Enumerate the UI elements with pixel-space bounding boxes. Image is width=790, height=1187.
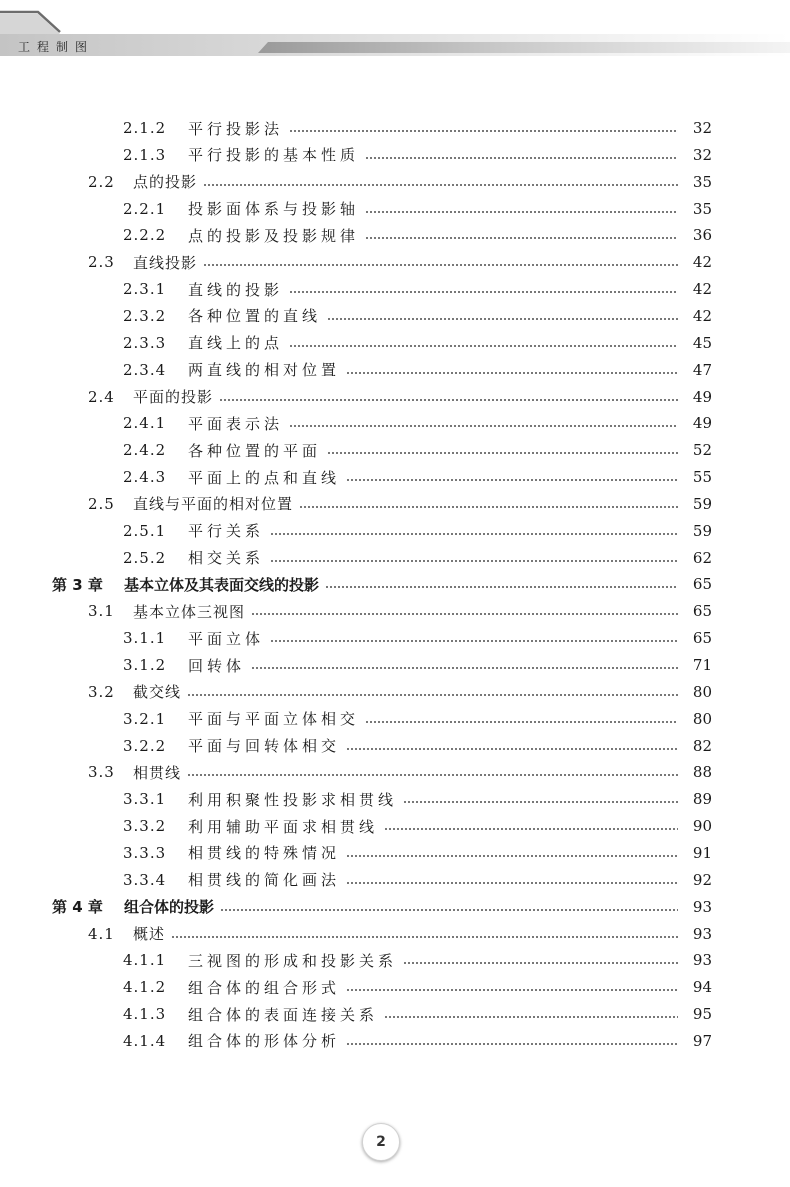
toc-entry-title: 相贯线的特殊情况: [188, 844, 341, 863]
page-header: [0, 0, 790, 70]
toc-entry: [0, 598, 790, 624]
dot-leader: [365, 211, 678, 213]
dot-leader: [403, 962, 678, 964]
toc-entry-number: 3.2.2: [123, 736, 167, 755]
toc-entry: [0, 518, 790, 544]
toc-entry-title: 概述: [133, 925, 166, 943]
dot-leader: [289, 345, 678, 347]
toc-entry: [0, 921, 790, 947]
toc-entry-number: 3.3.1: [123, 790, 167, 809]
dot-leader: [203, 184, 678, 186]
toc-entry-number: 3.3.3: [123, 843, 167, 862]
toc-entry-page: 80: [692, 709, 712, 728]
toc-entry-page: 93: [692, 924, 712, 943]
dot-leader: [346, 372, 678, 374]
toc-entry-number: 2.3.2: [123, 306, 167, 325]
toc-entry-page: 93: [692, 951, 712, 970]
toc-entry-title: 平面立体: [188, 629, 265, 648]
toc-entry-title: 组合体的投影: [124, 898, 215, 917]
dot-leader: [384, 1016, 678, 1018]
toc-entry-title: 点的投影: [133, 173, 198, 192]
toc-entry-number: 4.1.4: [123, 1031, 167, 1050]
toc-entry-page: 95: [692, 1005, 712, 1024]
toc-entry-title: 平行关系: [188, 522, 265, 541]
toc-entry-page: 62: [692, 548, 712, 567]
dot-leader: [270, 533, 678, 535]
toc-entry: [0, 625, 790, 651]
toc-entry: [0, 545, 790, 571]
toc-entry-page: 35: [692, 199, 712, 218]
toc-entry: [0, 357, 790, 383]
toc-entry-number: 3.1: [88, 602, 115, 621]
toc-entry-page: 36: [692, 226, 712, 245]
dot-leader: [327, 452, 678, 454]
toc-entry-page: 92: [692, 870, 712, 889]
toc-entry-number: 2.1.3: [123, 145, 167, 164]
toc-entry: [0, 249, 790, 275]
dot-leader: [346, 855, 678, 857]
toc-entry-page: 89: [692, 790, 712, 809]
toc-entry: [0, 652, 790, 678]
toc-entry: [0, 464, 790, 490]
toc-entry-title: 三视图的形成和投影关系: [188, 951, 398, 970]
toc-entry-title: 组合体的表面连接关系: [188, 1005, 379, 1024]
toc-entry-page: 82: [692, 736, 712, 755]
toc-entry-title: 平面表示法: [188, 414, 284, 433]
toc-entry-page: 45: [692, 333, 712, 352]
toc-entry-title: 截交线: [133, 683, 182, 702]
toc-entry-title: 平行投影的基本性质: [188, 146, 360, 165]
toc-entry-title: 平面与平面立体相交: [188, 710, 360, 729]
toc-entry-page: 52: [692, 441, 712, 460]
toc-entry-page: 42: [692, 280, 712, 299]
toc-entry: [0, 196, 790, 222]
toc-entry-title: 平面上的点和直线: [188, 468, 341, 487]
dot-leader: [270, 560, 678, 562]
toc-entry: [0, 115, 790, 141]
toc-entry-number: 3.1.1: [123, 629, 167, 648]
toc-entry: [0, 437, 790, 463]
toc-entry-number: 3.2: [88, 682, 115, 701]
dot-leader: [325, 586, 678, 588]
toc-entry-page: 65: [692, 575, 712, 594]
toc-entry-number: 2.4.2: [123, 441, 167, 460]
dot-leader: [289, 291, 678, 293]
toc-entry-page: 93: [692, 897, 712, 916]
toc-entry-number: 3.1.2: [123, 656, 167, 674]
dot-leader: [289, 130, 678, 132]
toc-entry-page: 90: [692, 817, 712, 836]
dot-leader: [346, 882, 678, 884]
toc-entry-title: 回转体: [188, 656, 246, 675]
dot-leader: [187, 774, 678, 776]
toc-entry: [0, 1028, 790, 1054]
dot-leader: [365, 157, 678, 159]
toc-entry-title: 相贯线: [133, 763, 182, 782]
toc-entry-number: 4.1.3: [123, 1005, 167, 1024]
toc-entry: [0, 410, 790, 436]
toc-entry-page: 42: [692, 306, 712, 325]
toc-entry-page: 97: [692, 1031, 712, 1050]
toc-entry-number: 2.3.3: [123, 333, 167, 352]
toc-entry-number: 2.4: [88, 387, 115, 406]
toc-entry: [0, 1001, 790, 1027]
toc-entry-number: 2.1.2: [123, 119, 167, 137]
dot-leader: [171, 936, 678, 938]
header-title: 工程制图: [18, 40, 95, 54]
toc-entry: [0, 974, 790, 1000]
toc-entry: [0, 759, 790, 785]
toc-entry: [0, 947, 790, 973]
toc-entry-number: 2.4.1: [123, 414, 167, 433]
toc-entry-number: 2.2.2: [123, 226, 167, 245]
toc-entry-title: 各种位置的平面: [188, 441, 322, 460]
toc-entry-page: 91: [692, 843, 712, 862]
dot-leader: [187, 694, 678, 696]
toc-entry-number: 第 4 章: [52, 898, 103, 917]
dot-leader: [403, 801, 678, 803]
toc-entry-page: 49: [692, 387, 712, 406]
toc-entry-title: 组合体的组合形式: [188, 978, 341, 997]
toc-entry-number: 3.2.1: [123, 709, 167, 728]
toc-entry-number: 2.3.4: [123, 360, 167, 379]
toc-entry-title: 平面与回转体相交: [188, 737, 341, 756]
toc-entry: [0, 786, 790, 812]
toc-entry-number: 4.1.2: [123, 978, 167, 997]
toc-entry-page: 71: [692, 656, 712, 674]
toc-entry-title: 相贯线的简化画法: [188, 871, 341, 890]
dot-leader: [384, 828, 678, 830]
dot-leader: [270, 640, 678, 642]
toc-entry-number: 2.2.1: [123, 199, 167, 218]
dot-leader: [219, 399, 678, 401]
toc-entry: [0, 330, 790, 356]
toc-entry-number: 4.1: [88, 924, 115, 943]
toc-entry-number: 2.5.2: [123, 548, 167, 567]
toc-entry-page: 32: [692, 145, 712, 164]
toc-entry: [0, 840, 790, 866]
dot-leader: [346, 1043, 678, 1045]
toc-entry: [0, 571, 790, 597]
toc-entry-title: 点的投影及投影规律: [188, 226, 360, 245]
toc-entry-number: 2.3.1: [123, 280, 167, 299]
toc-entry: [0, 142, 790, 168]
toc-entry-page: 42: [692, 253, 712, 272]
toc-entry: [0, 303, 790, 329]
toc-entry: [0, 733, 790, 759]
toc-entry-title: 两直线的相对位置: [188, 361, 341, 380]
toc-entry-title: 投影面体系与投影轴: [188, 200, 360, 219]
header-band-graphic: [0, 0, 790, 70]
toc-entry-title: 利用辅助平面求相贯线: [188, 817, 379, 836]
toc-entry-number: 2.2: [88, 172, 115, 191]
toc-entry: [0, 894, 790, 920]
toc-entry-page: 80: [692, 682, 712, 701]
toc-entry-number: 2.4.3: [123, 468, 167, 487]
toc-entry-page: 88: [692, 763, 712, 782]
page-number-badge: 2: [362, 1123, 400, 1161]
dot-leader: [346, 989, 678, 991]
toc-entry-title: 直线投影: [133, 253, 198, 272]
toc-entry-number: 3.3: [88, 763, 115, 782]
toc-entry: [0, 222, 790, 248]
toc-entry-page: 59: [692, 494, 712, 513]
dot-leader: [346, 479, 678, 481]
toc-entry-page: 55: [692, 468, 712, 487]
toc-entry: [0, 706, 790, 732]
toc-entry: [0, 169, 790, 195]
toc-entry-title: 各种位置的直线: [188, 307, 322, 326]
dot-leader: [327, 318, 678, 320]
toc-entry: [0, 491, 790, 517]
dot-leader: [289, 425, 678, 427]
dot-leader: [299, 506, 678, 508]
toc-entry-title: 利用积聚性投影求相贯线: [188, 790, 398, 809]
dot-leader: [203, 264, 678, 266]
toc-entry-number: 2.5: [88, 494, 115, 513]
toc-entry-title: 平面的投影: [133, 388, 214, 406]
dot-leader: [346, 748, 678, 750]
toc-entry-number: 4.1.1: [123, 951, 167, 970]
toc-entry-page: 32: [692, 119, 712, 137]
dot-leader: [251, 667, 678, 669]
toc-entry: [0, 867, 790, 893]
toc-entry-title: 基本立体及其表面交线的投影: [124, 575, 320, 594]
toc-entry-title: 组合体的形体分析: [188, 1032, 341, 1051]
toc-entry-page: 59: [692, 521, 712, 540]
dot-leader: [365, 721, 678, 723]
toc-entry-title: 平行投影法: [188, 119, 284, 138]
toc-entry-page: 35: [692, 172, 712, 191]
toc-entry-number: 2.5.1: [123, 521, 167, 540]
toc-entry-page: 47: [692, 360, 712, 379]
toc-entry: [0, 679, 790, 705]
toc-entry-title: 直线与平面的相对位置: [133, 495, 294, 514]
dot-leader: [365, 237, 678, 239]
toc-entry: [0, 813, 790, 839]
toc-entry-title: 直线上的点: [188, 334, 284, 353]
toc-entry-title: 相交关系: [188, 549, 265, 568]
toc-entry-title: 直线的投影: [188, 280, 284, 299]
toc-entry-number: 3.3.4: [123, 870, 167, 889]
toc-entry-number: 第 3 章: [52, 575, 103, 594]
toc-entry-page: 49: [692, 414, 712, 433]
toc-entry-title: 基本立体三视图: [133, 602, 246, 621]
toc-entry-number: 2.3: [88, 253, 115, 272]
toc-entry-page: 94: [692, 978, 712, 997]
dot-leader: [251, 613, 678, 615]
toc-entry-page: 65: [692, 602, 712, 621]
toc-entry: [0, 276, 790, 302]
toc-entry-page: 65: [692, 629, 712, 648]
toc-entry: [0, 384, 790, 410]
toc-entry-number: 3.3.2: [123, 817, 167, 836]
dot-leader: [220, 909, 678, 911]
